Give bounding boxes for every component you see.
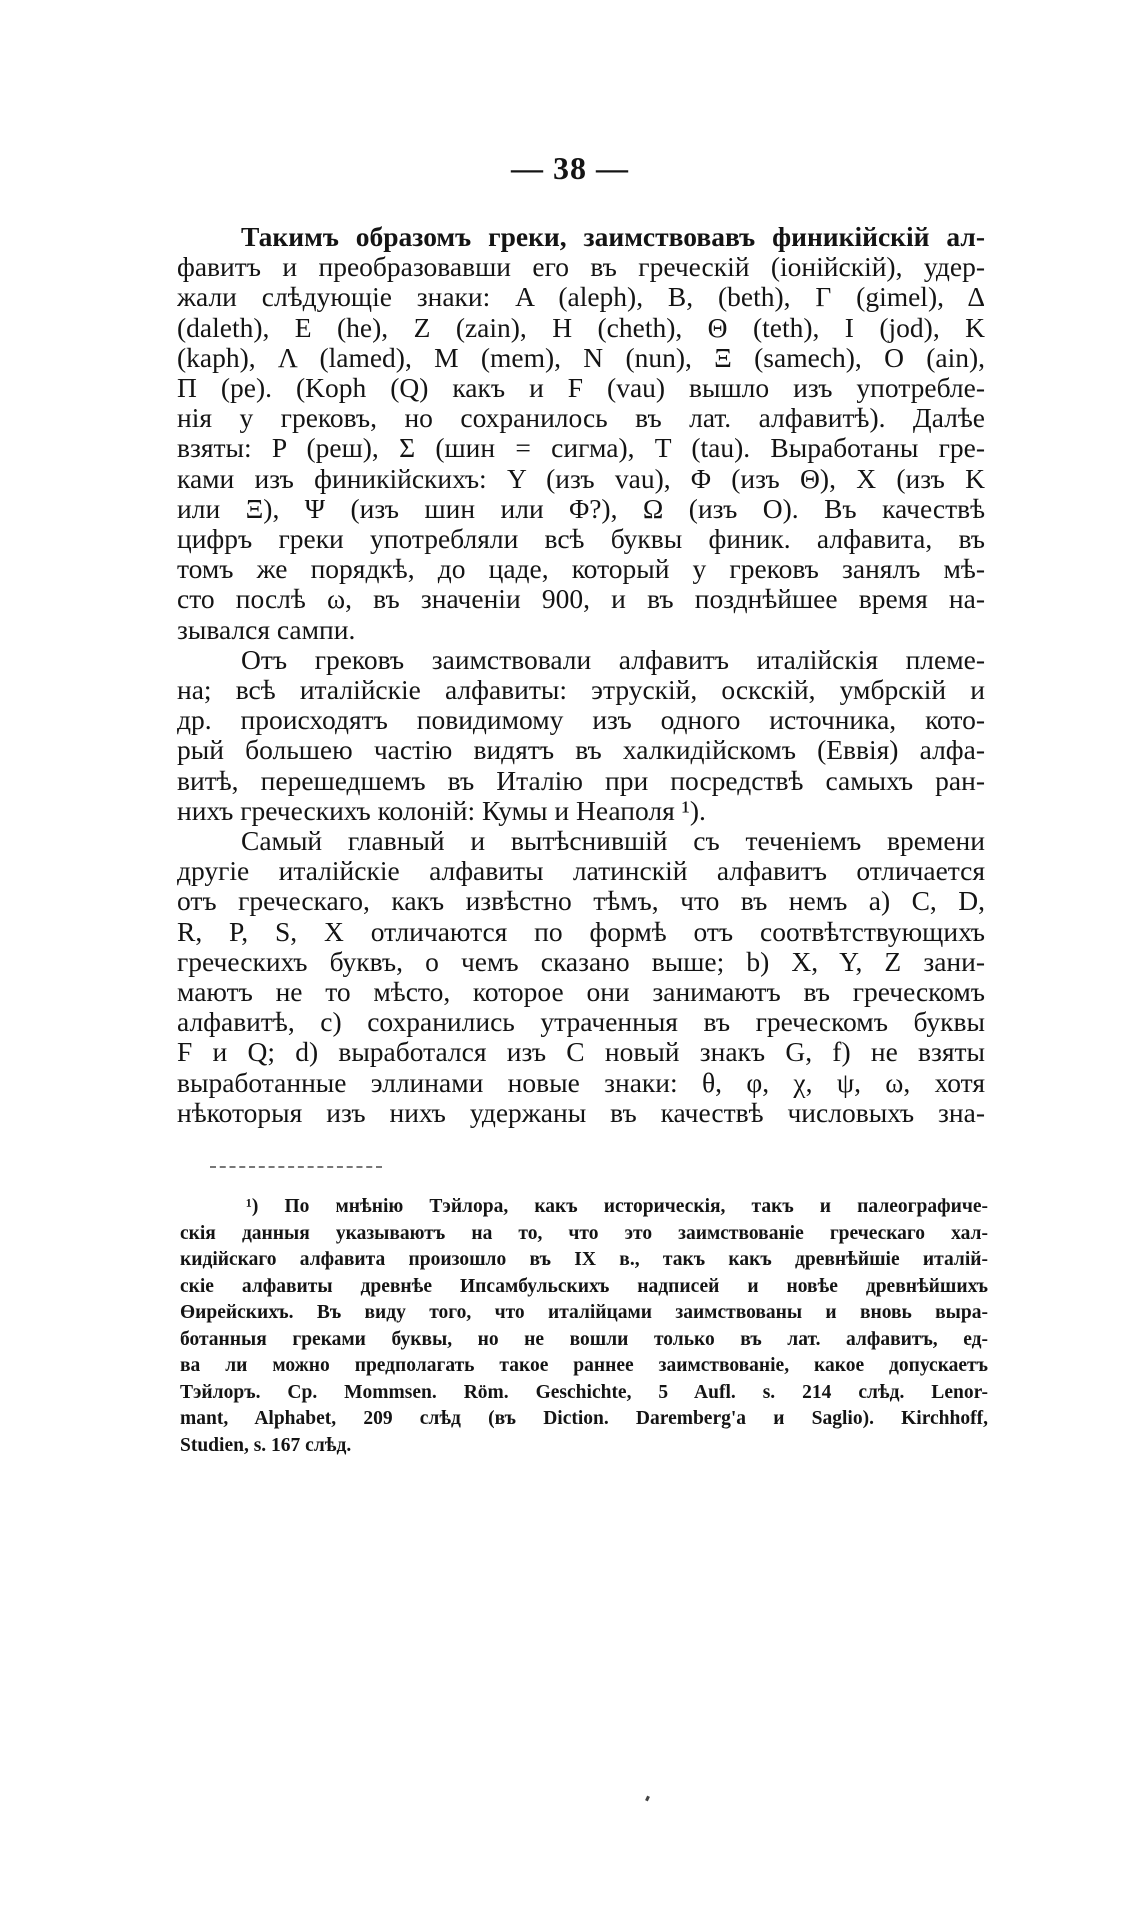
text-line: зывался сампи.: [177, 614, 356, 645]
text-line: фавитъ и преобразовавши его въ греческій (іонійскій), удер-: [177, 252, 985, 283]
text-line: алфавитѣ, c) сохранились утраченныя въ греческомъ буквы: [177, 1007, 985, 1038]
text-line: маютъ не то мѣсто, которое они занимаютъ въ греческомъ: [177, 977, 985, 1008]
text-line: (daleth), E (he), Z (zain), H (cheth), Θ (teth), I (jod), K: [177, 312, 985, 343]
text-line: жали слѣдующіе знаки: A (aleph), B, (beth), Γ (gimel), Δ: [177, 282, 985, 313]
print-speck: [645, 1796, 650, 1802]
text-line: Отъ грековъ заимствовали алфавитъ италійскія племе-: [241, 644, 985, 675]
text-line: R, P, S, X отличаются по формѣ отъ соотвѣтствующихъ: [177, 916, 985, 947]
text-line: (kaph), Λ (lamed), M (mem), N (nun), Ξ (samech), O (ain),: [177, 342, 985, 373]
text-line: томъ же порядкѣ, до цаде, который у грековъ занялъ мѣ-: [177, 554, 985, 585]
text-line: на; всѣ италійскіе алфавиты: этрускій, оскскій, умбрскій и: [177, 675, 985, 706]
text-line: взяты: P (реш), Σ (шин = сигма), T (tau). Выработаны гре-: [177, 433, 985, 464]
footnote-line: скіе алфавиты древнѣе Ипсамбульскихъ надписей и новѣе древнѣйшихъ: [180, 1275, 988, 1297]
footnote-line: ва ли можно предполагать такое раннее заимствованіе, какое допускаетъ: [180, 1355, 988, 1376]
text-line: или Ξ), Ψ (изъ шин или Φ?), Ω (изъ O). Въ качествѣ: [177, 493, 985, 524]
main-text: [177, 222, 985, 1128]
text-line: нѣкоторыя изъ нихъ удержаны въ качествѣ числовыхъ зна-: [177, 1097, 985, 1128]
text-line: рый большею частію видятъ въ халкидійскомъ (Еввія) алфа-: [177, 735, 985, 766]
text-line: другіе италійскіе алфавиты латинскій алфавитъ отличается: [177, 856, 985, 887]
footnote-line: ¹) По мнѣнію Тэйлора, какъ историческія, такъ и палеографиче-: [246, 1196, 988, 1217]
text-line: цифръ греки употребляли всѣ буквы финик. алфавита, въ: [177, 524, 985, 555]
text-line: Π (pe). (Koph (Q) какъ и Ϝ (vau) вышло изъ употребле-: [177, 373, 985, 404]
footnote-separator: [210, 1166, 382, 1168]
footnote-line: Өирейскихъ. Въ виду того, что италійцами заимствованы и вновь выра-: [180, 1302, 988, 1323]
footnote-line: ботанныя греками буквы, но не вошли только въ лат. алфавитъ, ед-: [180, 1328, 988, 1350]
text-line: Такимъ образомъ греки, заимствовавъ финикійскій ал-: [241, 222, 985, 252]
text-line: греческихъ буквъ, о чемъ сказано выше; b) X, Y, Z зани-: [177, 946, 985, 977]
text-line: Самый главный и вытѣснившій съ теченіемъ времени: [241, 826, 985, 857]
text-line: Ϝ и Q; d) выработался изъ C новый знакъ G, f) не взяты: [177, 1037, 985, 1068]
text-line: витѣ, перешедшемъ въ Италію при посредствѣ самыхъ ран-: [177, 765, 985, 796]
text-line: др. происходятъ повидимому изъ одного источника, кото-: [177, 705, 985, 736]
footnote-line: Studien, s. 167 слѣд.: [180, 1434, 352, 1456]
text-line: нихъ греческихъ колоній: Кумы и Неаполя ¹).: [177, 795, 706, 826]
text-line: нія у грековъ, но сохранилось въ лат. алфавитѣ). Далѣе: [177, 403, 985, 434]
text-line: сто послѣ ω, въ значеніи 900, и въ позднѣйшее время на-: [177, 584, 985, 615]
page-number: — 38 —: [511, 150, 629, 186]
footnote-line: Тэйлоръ. Cp. Mommsen. Röm. Geschichte, 5 Aufl. s. 214 слѣд. Lenor-: [180, 1381, 988, 1403]
footnote-line: скія данныя указываютъ на то, что это заимствованіе греческаго хал-: [180, 1222, 988, 1244]
text-line: отъ греческаго, какъ извѣстно тѣмъ, что въ немъ a) C, D,: [177, 886, 985, 917]
footnote: [180, 1194, 988, 1459]
text-line: ками изъ финикійскихъ: Y (изъ vau), Φ (изъ Θ), X (изъ K: [177, 463, 985, 494]
footnote-line: кидійскаго алфавита произошло въ IX в., такъ какъ древнѣйшіе италій-: [180, 1249, 988, 1270]
text-line: выработанные эллинами новые знаки: θ, φ, χ, ψ, ω, хотя: [177, 1067, 985, 1098]
footnote-line: mant, Alphabet, 209 слѣд (въ Diction. Daremberg'a и Saglio). Kirchhoff,: [180, 1408, 988, 1429]
